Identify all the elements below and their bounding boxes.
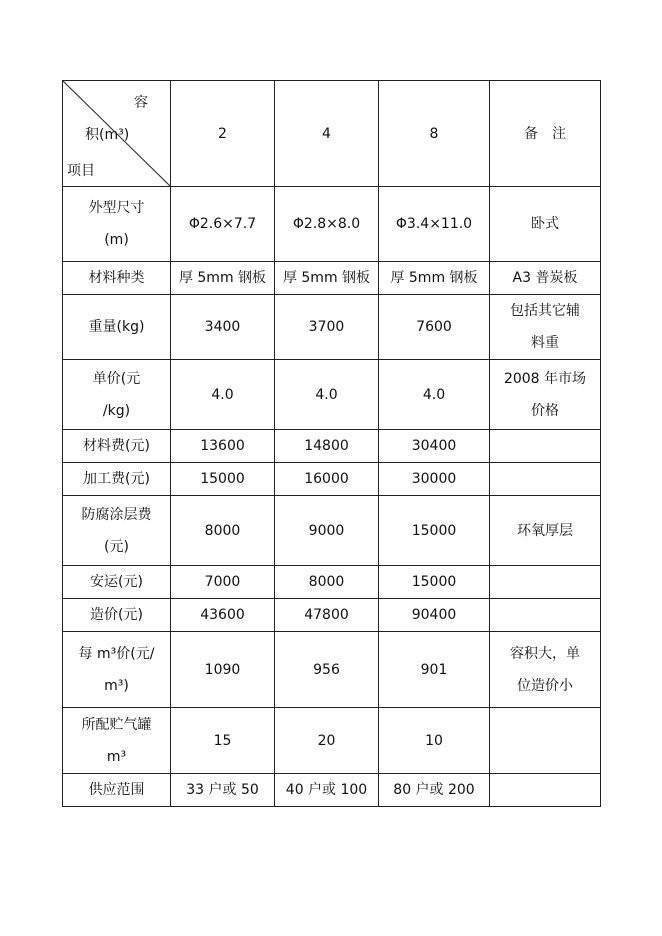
remark-text: 价格 (531, 402, 559, 419)
corner-header-cell (63, 81, 171, 187)
row-label-text: 单价(元 (92, 370, 141, 387)
remark-cell (490, 463, 601, 496)
table-row (63, 496, 601, 566)
value-cell-col-3: 4.0 (379, 360, 490, 430)
table-row (63, 774, 601, 807)
row-label-cell (63, 599, 171, 632)
table-row (63, 262, 601, 295)
remark-cell (490, 295, 601, 360)
row-label-text: 防腐涂层费 (81, 506, 152, 523)
value-cell-col-1: 13600 (171, 430, 275, 463)
row-label-text: /kg) (102, 402, 131, 419)
value-cell-col-2: 3700 (275, 295, 379, 360)
value-cell-col-2: 8000 (275, 566, 379, 599)
header-col-1: 2 (171, 81, 275, 187)
remark-cell (490, 599, 601, 632)
remark-text: 环氧厚层 (517, 522, 573, 539)
table-row (63, 430, 601, 463)
row-label-text: 供应范围 (88, 782, 145, 798)
corner-label-volume-unit: 积(m³) (85, 127, 130, 143)
value-cell-col-1: 33 户或 50 (171, 774, 275, 807)
corner-label-volume: 容 (134, 95, 148, 111)
header-col-3: 8 (379, 81, 490, 187)
value-cell-col-2: 40 户或 100 (275, 774, 379, 807)
value-cell-col-2: 956 (275, 632, 379, 708)
row-label-text: 材料种类 (88, 270, 145, 286)
value-cell-col-2: 16000 (275, 463, 379, 496)
value-cell-col-1: 4.0 (171, 360, 275, 430)
value-cell-col-1: 7000 (171, 566, 275, 599)
table-row (63, 708, 601, 774)
row-label-cell (63, 360, 171, 430)
remark-cell (490, 496, 601, 566)
value-cell-col-2: 厚 5mm 钢板 (275, 262, 379, 295)
row-label-text: (m) (104, 232, 129, 248)
remark-text: 位造价小 (517, 677, 573, 694)
table-row (63, 463, 601, 496)
value-cell-col-3: 90400 (379, 599, 490, 632)
value-cell-col-2: 4.0 (275, 360, 379, 430)
table-row (63, 295, 601, 360)
remark-cell (490, 708, 601, 774)
table-row (63, 360, 601, 430)
value-cell-col-3: 30000 (379, 463, 490, 496)
row-label-cell (63, 262, 171, 295)
remark-cell (490, 774, 601, 807)
remark-text: 卧式 (531, 216, 559, 232)
value-cell-col-1: 1090 (171, 632, 275, 708)
value-cell-col-1: 厚 5mm 钢板 (171, 262, 275, 295)
row-label-text: (元) (104, 538, 129, 555)
value-cell-col-2: 14800 (275, 430, 379, 463)
row-label-cell (63, 708, 171, 774)
value-cell-col-3: 厚 5mm 钢板 (379, 262, 490, 295)
remark-cell (490, 262, 601, 295)
row-label-cell (63, 566, 171, 599)
remark-cell (490, 566, 601, 599)
value-cell-col-3: 10 (379, 708, 490, 774)
header-row (63, 81, 601, 187)
remark-cell (490, 360, 601, 430)
header-remark: 备 注 (490, 81, 601, 187)
row-label-cell (63, 430, 171, 463)
row-label-text: 造价(元) (90, 607, 143, 623)
remark-text: 2008 年市场 (503, 370, 587, 387)
row-label-cell (63, 774, 171, 807)
remark-cell (490, 632, 601, 708)
value-cell-col-1: 43600 (171, 599, 275, 632)
row-label-text: m³ (106, 748, 127, 765)
value-cell-col-1: 3400 (171, 295, 275, 360)
value-cell-col-1: 8000 (171, 496, 275, 566)
remark-text: 料重 (531, 335, 559, 351)
row-label-text: 材料费(元) (83, 438, 150, 454)
cost-comparison-table (62, 80, 601, 807)
remark-cell (490, 187, 601, 262)
value-cell-col-2: 47800 (275, 599, 379, 632)
value-cell-col-3: 901 (379, 632, 490, 708)
value-cell-col-2: 9000 (275, 496, 379, 566)
row-label-text: 所配贮气罐 (81, 716, 152, 733)
remark-text: 容积大，单 (510, 645, 580, 662)
row-label-text: m³) (104, 677, 129, 694)
header-col-2: 4 (275, 81, 379, 187)
remark-text: 包括其它辅 (510, 303, 580, 319)
remark-text: A3 普炭板 (512, 270, 578, 286)
row-label-cell (63, 187, 171, 262)
remark-cell (490, 430, 601, 463)
value-cell-col-3: 80 户或 200 (379, 774, 490, 807)
row-label-cell (63, 632, 171, 708)
table-row (63, 599, 601, 632)
row-label-cell (63, 496, 171, 566)
row-label-cell (63, 463, 171, 496)
value-cell-col-1: Φ2.6×7.7 (171, 187, 275, 262)
value-cell-col-3: 15000 (379, 566, 490, 599)
row-label-cell (63, 295, 171, 360)
value-cell-col-3: 15000 (379, 496, 490, 566)
value-cell-col-3: 7600 (379, 295, 490, 360)
row-label-text: 加工费(元) (83, 471, 150, 487)
row-label-text: 每 m³价(元/ (78, 645, 155, 662)
row-label-text: 重量(kg) (88, 319, 145, 335)
value-cell-col-3: Φ3.4×11.0 (379, 187, 490, 262)
value-cell-col-2: Φ2.8×8.0 (275, 187, 379, 262)
table-row (63, 566, 601, 599)
table-row (63, 632, 601, 708)
corner-label-item: 项目 (67, 163, 95, 179)
row-label-text: 安运(元) (90, 574, 143, 590)
value-cell-col-1: 15 (171, 708, 275, 774)
row-label-text: 外型尺寸 (88, 200, 145, 216)
table-row (63, 187, 601, 262)
value-cell-col-2: 20 (275, 708, 379, 774)
value-cell-col-3: 30400 (379, 430, 490, 463)
value-cell-col-1: 15000 (171, 463, 275, 496)
